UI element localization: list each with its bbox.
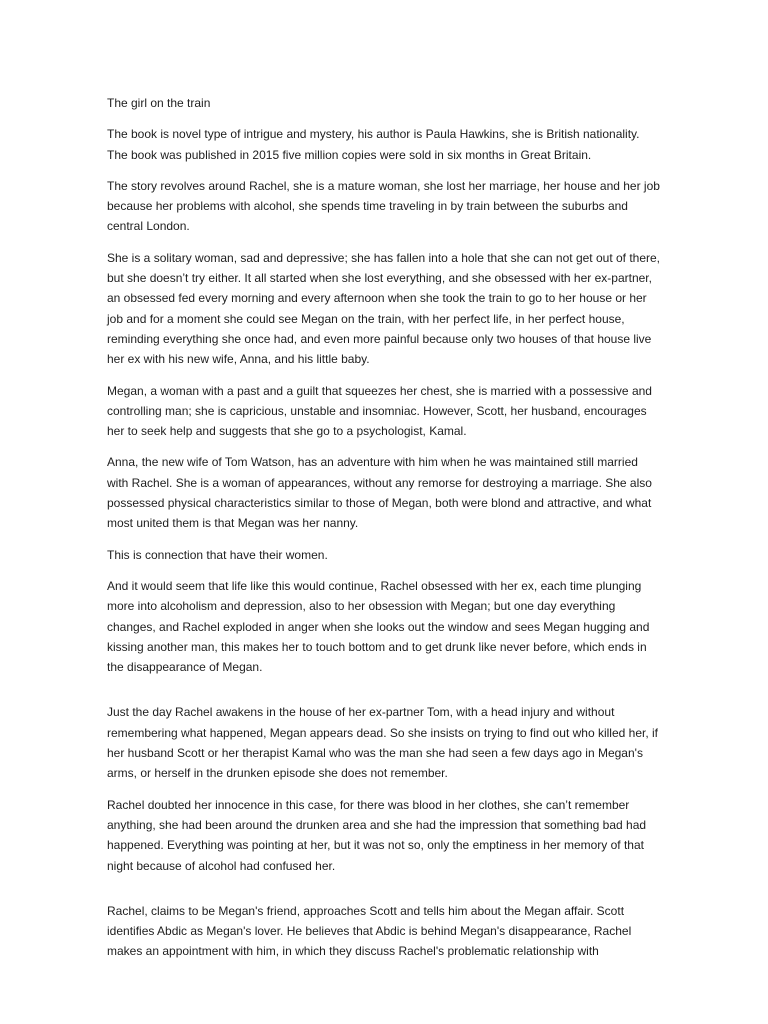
document-title: The girl on the train xyxy=(107,96,211,110)
paragraph-connection: This is connection that have their women. xyxy=(107,547,328,562)
paragraph-rachel-doubts: Rachel doubted her innocence in this case, for there was blood in her clothes, she can’t remember anything, she had been around the drunken area and she had the impression that something bad had happened. Everything was pointing at her, but it was not so, only the emptiness in her memory of that night because of alcohol had confused her. xyxy=(107,797,647,873)
document-body xyxy=(107,93,662,973)
paragraph-megan-dead: Just the day Rachel awakens in the house of her ex-partner Tom, with a head injury and without remembering what happened, Megan appears dead. So she insists on trying to find out who killed her, if her husband Scott or her therapist Kamal who was the man she had seen a few days ago in Megan's arms, or herself in the drunken episode she does not remember. xyxy=(107,705,658,781)
paragraph-story-rachel: The story revolves around Rachel, she is a mature woman, she lost her marriage, her house and her job because her problems with alcohol, she spends time traveling in by train between the suburbs and central London. xyxy=(107,178,660,234)
paragraph-scott-abdic: Rachel, claims to be Megan's friend, approaches Scott and tells him about the Megan affair. Scott identifies Abdic as Megan's lover. He believes that Abdic is behind Megan's disappearance, Rachel makes an appointment with him, in which they discuss Rachel's problematic relationship with xyxy=(107,903,632,959)
paragraph-book-intro: The book is novel type of intrigue and mystery, his author is Paula Hawkins, she is British nationality. The book was published in 2015 five million copies were sold in six months in Great Britain. xyxy=(107,127,640,162)
paragraph-solitary-woman: She is a solitary woman, sad and depressive; she has fallen into a hole that she can not get out of there, but she doesn’t try either. It all started when she lost everything, and she obsessed with her ex-partner, an obsessed fed every morning and every afternoon when she took the train to go to her house or her job and for a moment she could see Megan on the train, with her perfect life, in her perfect house, reminding everything she once had, and even more painful because only two houses of that house live her ex with his new wife, Anna, and his little baby. xyxy=(107,250,661,367)
paragraph-anna: Anna, the new wife of Tom Watson, has an adventure with him when he was maintained still married with Rachel. She is a woman of appearances, without any remorse for destroying a marriage. She also possessed physical characteristics similar to those of Megan, both were blond and attractive, and what most united them is that Megan was her nanny. xyxy=(107,455,652,531)
paragraph-life-continues: And it would seem that life like this would continue, Rachel obsessed with her ex, each time plunging more into alcoholism and depression, also to her obsession with Megan; but one day everything changes, and Rachel exploded in anger when she looks out the window and sees Megan hugging and kissing another man, this makes her to touch bottom and to get drunk like never before, which ends in the disappearance of Megan. xyxy=(107,578,650,675)
paragraph-megan: Megan, a woman with a past and a guilt that squeezes her chest, she is married with a possessive and controlling man; she is capricious, unstable and insomniac. However, Scott, her husband, encourages her to seek help and suggests that she go to a psychologist, Kamal. xyxy=(107,383,652,439)
